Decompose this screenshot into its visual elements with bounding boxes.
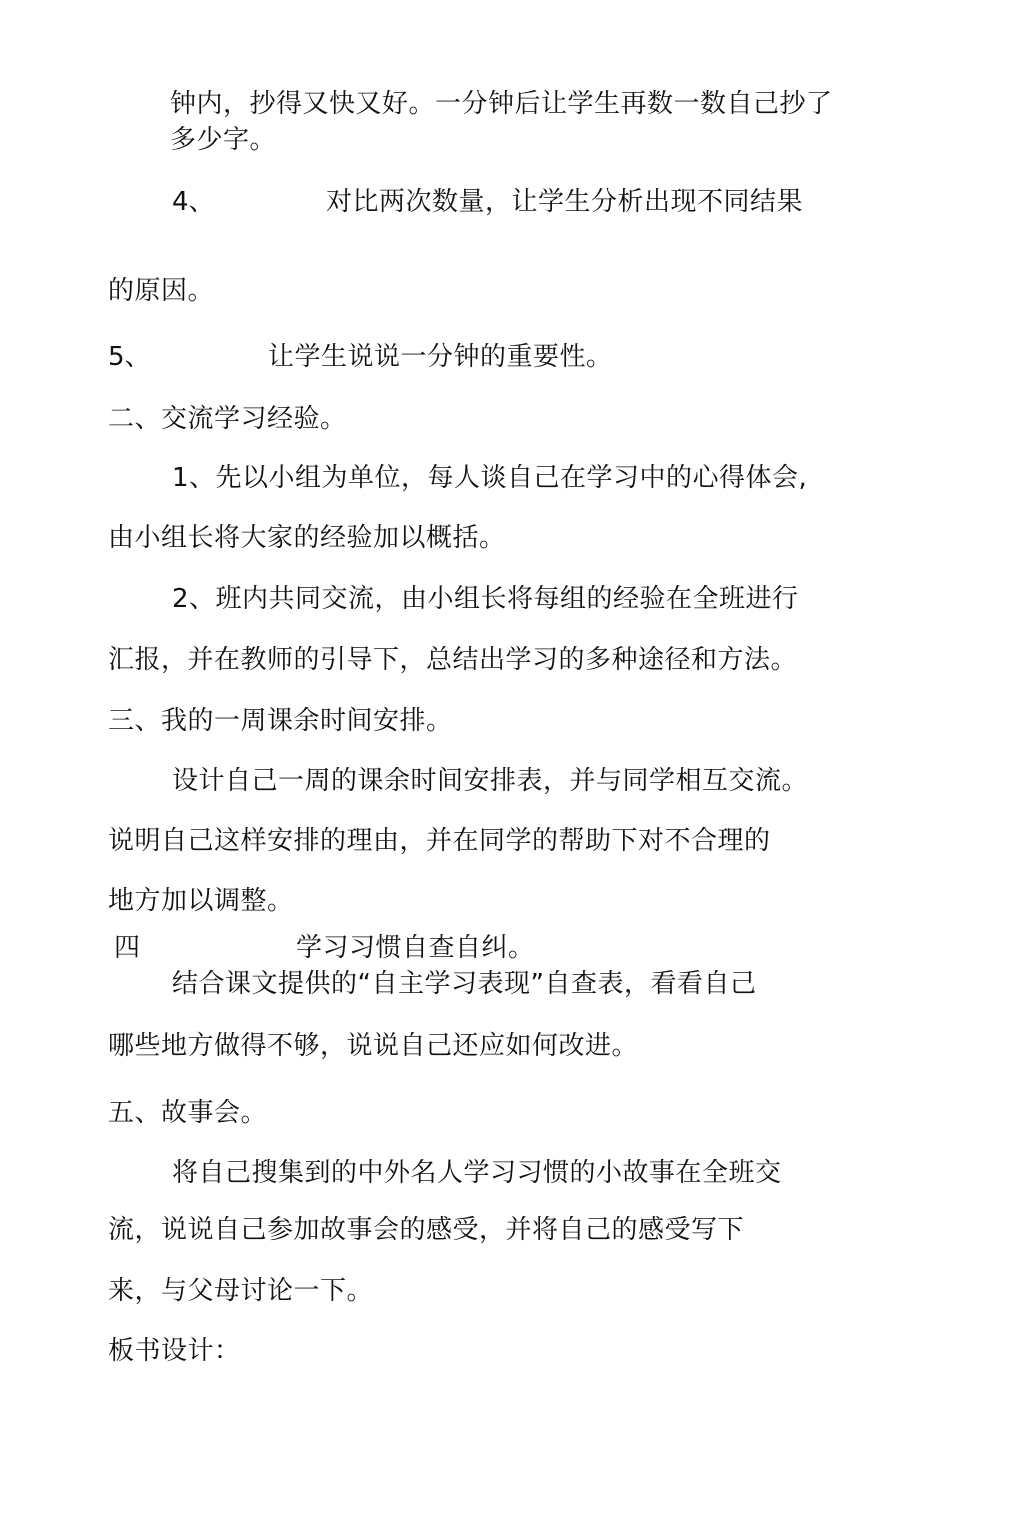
section-heading: 学习习惯自查自纠。	[296, 933, 535, 963]
paragraph-line: 来，与父母讨论一下。	[108, 1276, 374, 1306]
paragraph-line: 2、班内共同交流，由小组长将每组的经验在全班进行	[172, 584, 799, 614]
section-heading: 三、我的一周课余时间安排。	[108, 706, 453, 736]
paragraph-line: 由小组长将大家的经验加以概括。	[108, 523, 506, 553]
paragraph-line: 汇报，并在教师的引导下，总结出学习的多种途径和方法。	[108, 645, 798, 675]
list-item-text: 对比两次数量，让学生分析出现不同结果	[326, 187, 804, 217]
paragraph-line: 哪些地方做得不够，说说自己还应如何改进。	[108, 1031, 639, 1061]
paragraph-line: 将自己搜集到的中外名人学习习惯的小故事在全班交	[172, 1158, 782, 1188]
paragraph-line: 设计自己一周的课余时间安排表，并与同学相互交流。	[172, 766, 809, 796]
section-heading: 板书设计：	[108, 1336, 241, 1366]
section-heading: 二、交流学习经验。	[108, 404, 347, 434]
paragraph-line: 地方加以调整。	[108, 886, 294, 916]
list-number: 5、	[108, 342, 151, 372]
paragraph-line: 的原因。	[108, 276, 215, 306]
list-item-text: 让学生说说一分钟的重要性。	[268, 342, 613, 372]
paragraph-line: 1、先以小组为单位，每人谈自己在学习中的心得体会,	[172, 463, 808, 493]
paragraph-line: 说明自己这样安排的理由，并在同学的帮助下对不合理的	[108, 826, 771, 856]
paragraph-line: 流，说说自己参加故事会的感受，并将自己的感受写下	[108, 1215, 745, 1245]
paragraph-line: 结合课文提供的“自主学习表现”自查表，看看自己	[172, 969, 757, 999]
paragraph-line: 多少字。	[170, 125, 277, 155]
section-number: 四	[114, 933, 141, 963]
paragraph-line: 钟内，抄得又快又好。一分钟后让学生再数一数自己抄了	[170, 89, 833, 119]
list-number: 4、	[172, 187, 215, 217]
section-heading: 五、故事会。	[108, 1098, 268, 1128]
